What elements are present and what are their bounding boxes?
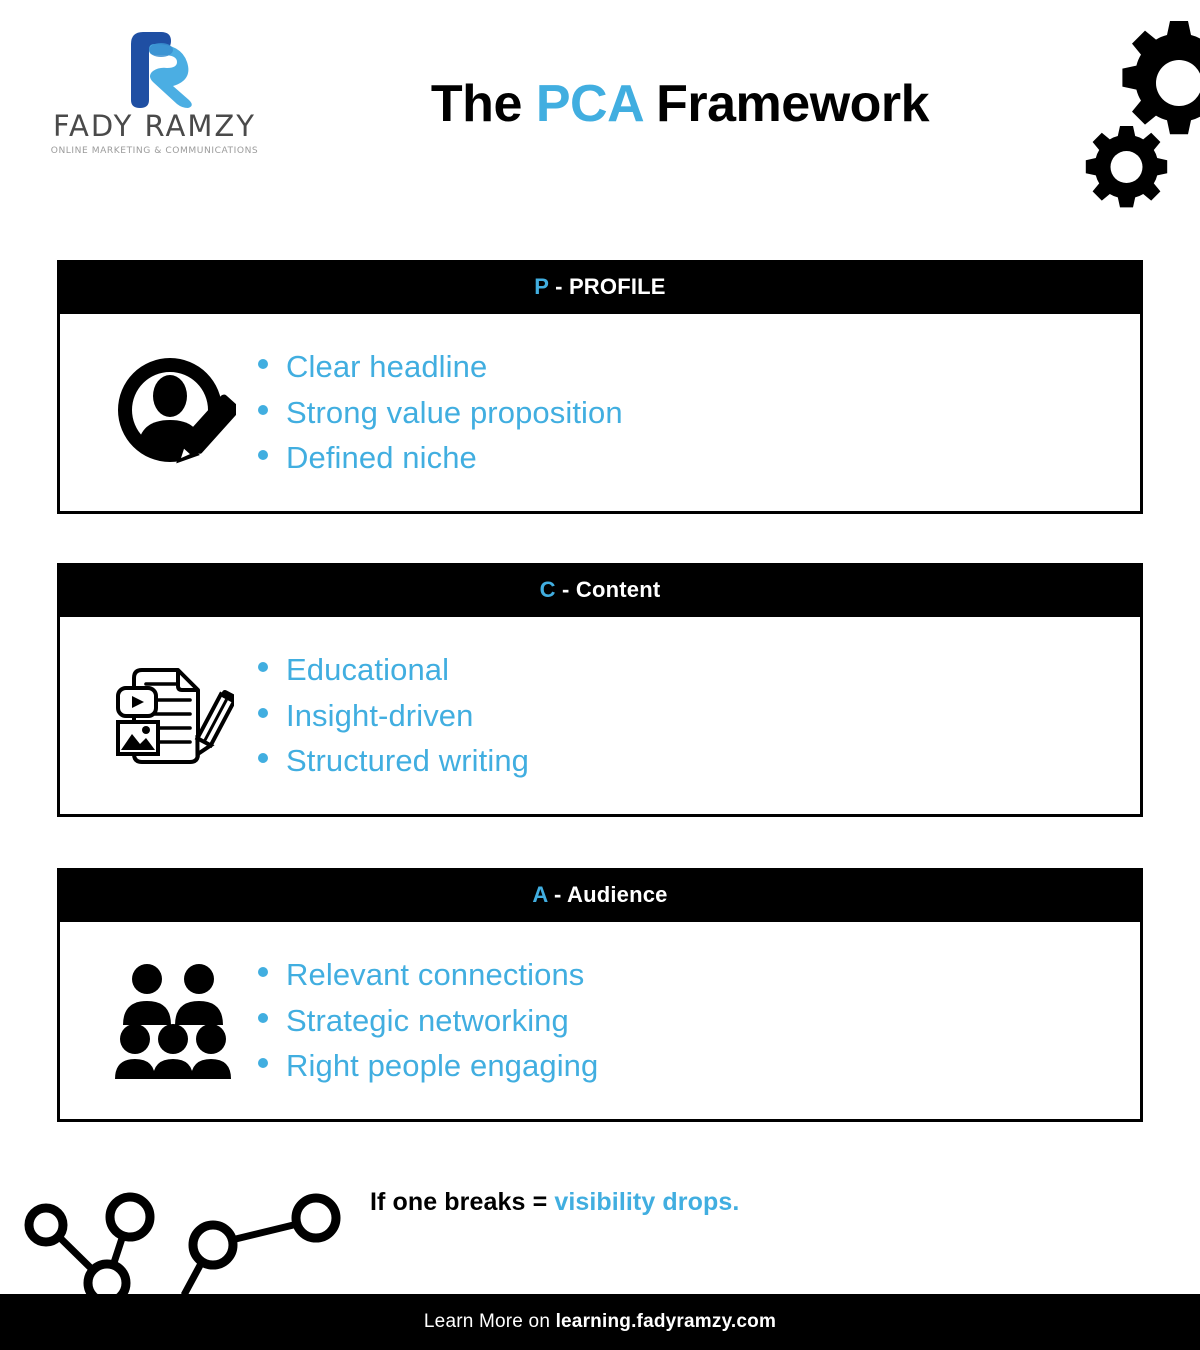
- section-card-audience: [57, 868, 1143, 1122]
- section-header-content: [57, 563, 1143, 617]
- bullet-text: Strategic networking: [286, 1002, 569, 1038]
- bullet-text: Relevant connections: [286, 956, 585, 992]
- bullet-text: Insight-driven: [286, 697, 474, 733]
- title-accent: PCA: [535, 75, 643, 133]
- section-name: PROFILE: [568, 274, 666, 299]
- bullet-dot-icon: [258, 753, 268, 763]
- section-title-profile: [534, 274, 665, 300]
- section-body-content: [57, 617, 1143, 817]
- section-name: Content: [575, 577, 661, 602]
- list-item: [258, 647, 529, 693]
- footer-prefix: Learn More on: [423, 1311, 556, 1332]
- section-body-audience: [57, 922, 1143, 1122]
- footer-cta: [424, 1311, 776, 1333]
- bullet-text: Right people engaging: [286, 1048, 599, 1084]
- bullet-text: Defined niche: [286, 440, 477, 476]
- title-prefix: The: [430, 75, 536, 133]
- bullet-list-content: [248, 647, 529, 785]
- bullet-text: Educational: [286, 651, 450, 687]
- section-name: Audience: [567, 882, 668, 907]
- section-body-profile: [57, 314, 1143, 514]
- section-separator: -: [547, 882, 567, 907]
- list-item: [258, 998, 598, 1044]
- section-card-profile: [57, 260, 1143, 514]
- brand-name: FADY RAMZY: [53, 109, 256, 143]
- bullet-dot-icon: [258, 405, 268, 415]
- list-item: [258, 344, 623, 390]
- closing-text-plain: If one breaks =: [370, 1188, 555, 1216]
- section-header-profile: [57, 260, 1143, 314]
- closing-text-accent: visibility drops.: [554, 1188, 740, 1216]
- list-item: [258, 952, 598, 998]
- brand-tagline: ONLINE MARKETING & COMMUNICATIONS: [50, 146, 259, 156]
- bullet-dot-icon: [258, 708, 268, 718]
- profile-edit-icon: [98, 350, 248, 476]
- section-card-content: [57, 563, 1143, 817]
- page-title: [300, 74, 1060, 134]
- bullet-dot-icon: [258, 1013, 268, 1023]
- header: [0, 0, 1200, 230]
- fr-monogram-logo-icon: [109, 22, 201, 108]
- closing-statement: [370, 1188, 739, 1217]
- bullet-dot-icon: [258, 967, 268, 977]
- list-item: [258, 390, 623, 436]
- bullet-dot-icon: [258, 450, 268, 460]
- bullet-text: Strong value proposition: [286, 394, 623, 430]
- section-separator: -: [548, 274, 569, 299]
- section-separator: -: [555, 577, 576, 602]
- list-item: [258, 738, 529, 784]
- bullet-text: Structured writing: [286, 743, 530, 779]
- bullet-dot-icon: [258, 359, 268, 369]
- audience-group-icon: [98, 963, 248, 1079]
- section-header-audience: [57, 868, 1143, 922]
- title-suffix: Framework: [642, 75, 930, 133]
- bullet-list-profile: [248, 344, 623, 482]
- footer-bar: [0, 1294, 1200, 1350]
- section-letter: P: [534, 274, 549, 299]
- section-title-audience: [532, 882, 667, 908]
- gears-icon: [1066, 18, 1200, 213]
- bullet-text: Clear headline: [286, 348, 488, 384]
- footer-url[interactable]: learning.fadyramzy.com: [555, 1311, 777, 1332]
- document-media-edit-icon: [98, 660, 248, 772]
- list-item: [258, 1043, 598, 1089]
- list-item: [258, 693, 529, 739]
- section-letter: C: [539, 577, 556, 602]
- bullet-dot-icon: [258, 662, 268, 672]
- section-letter: A: [532, 882, 548, 907]
- brand-logo: [42, 22, 267, 156]
- network-nodes-icon: [6, 1175, 356, 1300]
- list-item: [258, 435, 623, 481]
- bullet-list-audience: [248, 952, 598, 1090]
- section-title-content: [540, 577, 661, 603]
- bullet-dot-icon: [258, 1058, 268, 1068]
